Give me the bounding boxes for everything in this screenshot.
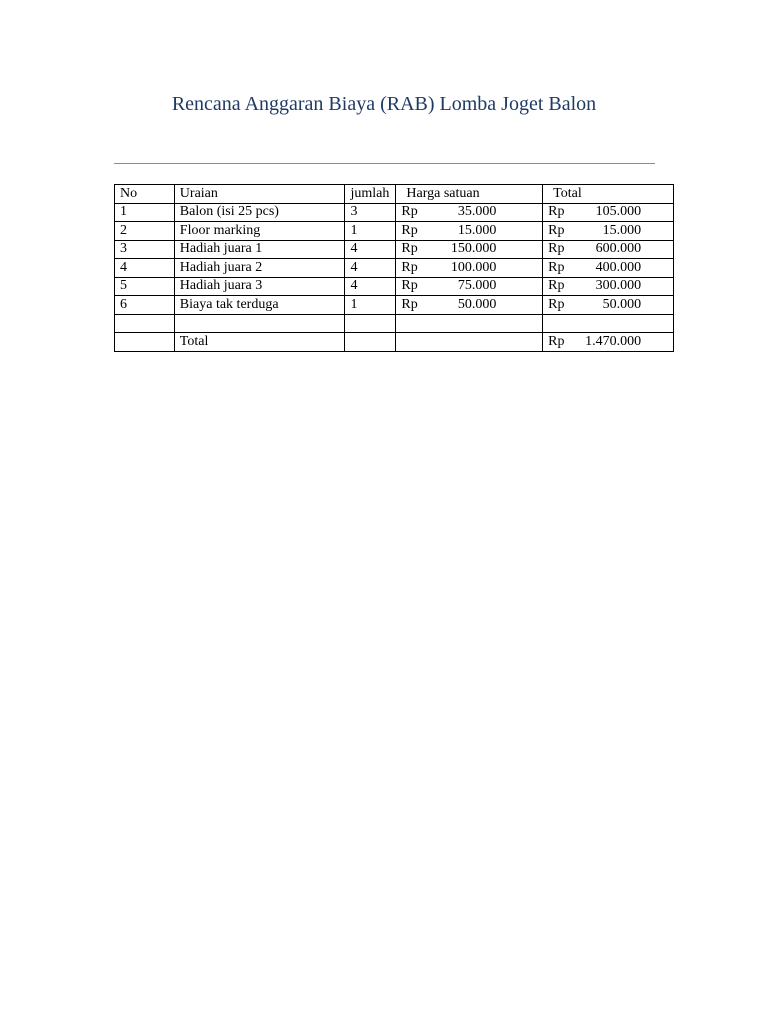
- amount-value: 15.000: [602, 222, 642, 238]
- table-row: [115, 240, 674, 259]
- table-row: [115, 259, 674, 278]
- row-uraian: Hadiah juara 3: [174, 277, 345, 296]
- currency-label: Rp: [548, 278, 565, 294]
- header-no: No: [115, 185, 175, 204]
- empty-cell: [174, 314, 345, 333]
- grand-total-value: 1.470.000: [585, 333, 642, 349]
- amount-value: 150.000: [450, 241, 497, 257]
- amount-value: 15.000: [457, 222, 497, 238]
- empty-cell: [115, 333, 175, 352]
- row-harga-satuan: [396, 222, 543, 241]
- row-harga-satuan: [396, 296, 543, 315]
- row-jumlah: 1: [345, 296, 396, 315]
- currency-label: Rp: [548, 333, 565, 349]
- row-uraian: Floor marking: [174, 222, 345, 241]
- amount-value: 50.000: [602, 296, 642, 312]
- amount-value: 50.000: [457, 296, 497, 312]
- header-total: Total: [543, 185, 674, 204]
- row-uraian: Balon (isi 25 pcs): [174, 203, 345, 222]
- currency-label: Rp: [401, 222, 418, 238]
- empty-cell: [345, 314, 396, 333]
- row-jumlah: 4: [345, 259, 396, 278]
- row-total: [543, 222, 674, 241]
- currency-label: Rp: [548, 259, 565, 275]
- grand-total: [543, 333, 674, 352]
- row-total: [543, 240, 674, 259]
- row-no: 2: [115, 222, 175, 241]
- row-no: 4: [115, 259, 175, 278]
- row-no: 3: [115, 240, 175, 259]
- table-row: [115, 296, 674, 315]
- empty-row: [115, 314, 674, 333]
- empty-cell: [115, 314, 175, 333]
- header-uraian: Uraian: [174, 185, 345, 204]
- row-uraian: Hadiah juara 2: [174, 259, 345, 278]
- table-header-row: [115, 185, 674, 204]
- table-row: [115, 222, 674, 241]
- table-row: [115, 277, 674, 296]
- header-jumlah: jumlah: [345, 185, 396, 204]
- empty-cell: [396, 333, 543, 352]
- total-row: [115, 333, 674, 352]
- currency-label: Rp: [401, 241, 418, 257]
- row-jumlah: 4: [345, 240, 396, 259]
- empty-cell: [396, 314, 543, 333]
- budget-table: [114, 184, 674, 352]
- row-jumlah: 3: [345, 203, 396, 222]
- amount-value: 75.000: [457, 278, 497, 294]
- row-jumlah: 4: [345, 277, 396, 296]
- currency-label: Rp: [548, 222, 565, 238]
- row-total: [543, 259, 674, 278]
- empty-cell: [543, 314, 674, 333]
- total-label: Total: [174, 333, 345, 352]
- currency-label: Rp: [401, 296, 418, 312]
- title-divider: [114, 163, 655, 164]
- row-no: 1: [115, 203, 175, 222]
- currency-label: Rp: [548, 241, 565, 257]
- currency-label: Rp: [401, 204, 418, 220]
- amount-value: 100.000: [450, 259, 497, 275]
- row-harga-satuan: [396, 277, 543, 296]
- row-no: 6: [115, 296, 175, 315]
- row-harga-satuan: [396, 203, 543, 222]
- empty-cell: [345, 333, 396, 352]
- currency-label: Rp: [548, 204, 565, 220]
- row-uraian: Biaya tak terduga: [174, 296, 345, 315]
- currency-label: Rp: [401, 278, 418, 294]
- row-total: [543, 296, 674, 315]
- currency-label: Rp: [401, 259, 418, 275]
- row-total: [543, 277, 674, 296]
- amount-value: 105.000: [595, 204, 642, 220]
- amount-value: 400.000: [595, 259, 642, 275]
- row-uraian: Hadiah juara 1: [174, 240, 345, 259]
- document-title: Rencana Anggaran Biaya (RAB) Lomba Joget Balon: [171, 93, 597, 115]
- header-harga-satuan: Harga satuan: [396, 185, 543, 204]
- row-no: 5: [115, 277, 175, 296]
- table-row: [115, 203, 674, 222]
- row-total: [543, 203, 674, 222]
- row-harga-satuan: [396, 259, 543, 278]
- row-harga-satuan: [396, 240, 543, 259]
- currency-label: Rp: [548, 296, 565, 312]
- amount-value: 600.000: [595, 241, 642, 257]
- row-jumlah: 1: [345, 222, 396, 241]
- amount-value: 300.000: [595, 278, 642, 294]
- amount-value: 35.000: [457, 204, 497, 220]
